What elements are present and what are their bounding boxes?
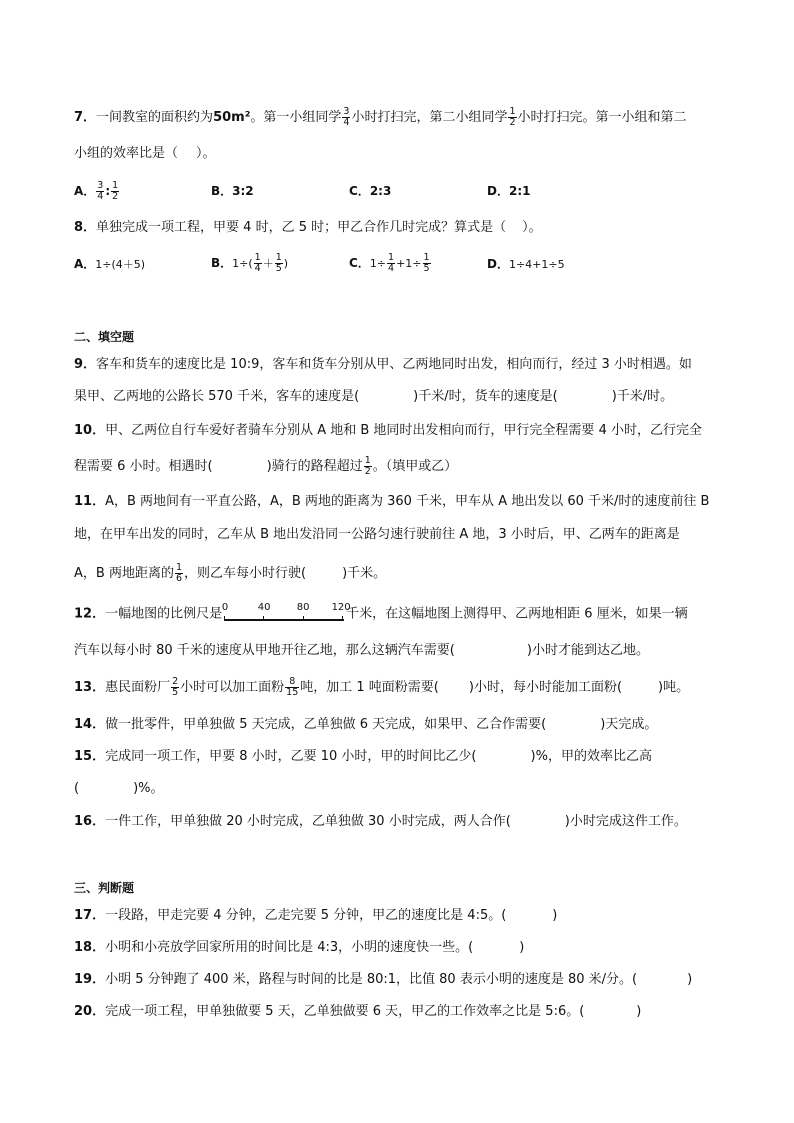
question-number: 8． [74,220,97,235]
option-b[interactable]: B．1÷( $\frac{1}{4}$ ＋ $\frac{1}{5}$ ) [211,252,289,274]
map-scale-bar [221,602,351,624]
question-8: 8．单独完成一项工程，甲要 4 时，乙 5 时；甲乙合作几时完成？算式是（ ）。 [74,220,542,235]
question-12-line-2: 汽车以每小时 80 千米的速度从甲地开往乙地，那么这辆汽车需要( )小时才能到达乙地。 [74,643,649,658]
question-19: 19．小明 5 分钟跑了 400 米，路程与时间的比是 80:1，比值 80 表示小明的速度是 80 米/分。( ) [74,972,693,987]
question-number: 13． [74,680,106,695]
question-17: 17．一段路，甲走完要 4 分钟，乙走完要 5 分钟，甲乙的速度比是 4:5。( ) [74,908,558,923]
question-12-line-1: 12．一幅地图的比例尺是 0 40 80 120 千米，在这幅地图上测得甲、乙两地相距 6 厘米，如果一辆 [74,604,688,624]
fraction: $\frac{8}{15}$ [286,676,299,698]
question-7-line-2: 小组的效率比是（ ）。 [74,146,216,161]
question-number: 14． [74,717,106,732]
question-7-line-1: 7．一间教室的面积约为50m²。第一小组同学 $\frac{3}{4}$ 小时打扫完，第二小组同学 $\frac{1}{2}$ 小时打扫完。第一小组和第二 [74,106,687,128]
fraction: $\frac{1}{2}$ [509,106,516,128]
fraction: $\frac{1}{4}$ [388,252,395,274]
question-9-line-2: 果甲、乙两地的公路长 570 千米，客车的速度是( )千米/时，货车的速度是( )千米/时。 [74,389,674,404]
scale-label: 120 [331,602,351,613]
question-number: 20． [74,1004,106,1019]
question-9-line-1: 9．客车和货车的速度比是 10:9，客车和货车分别从甲、乙两地同时出发，相向而行，经过 3 小时相遇。如 [74,357,692,372]
question-20: 20．完成一项工程，甲单独做要 5 天，乙单独做要 6 天，甲乙的工作效率之比是 5:6。( ) [74,1004,642,1019]
question-14: 14．做一批零件，甲单独做 5 天完成，乙单独做 6 天完成，如果甲、乙合作需要( )天完成。 [74,717,658,732]
fraction: $\frac{1}{4}$ [254,252,261,274]
fraction: $\frac{1}{5}$ [423,252,430,274]
question-16: 16．一件工作，甲单独做 20 小时完成，乙单独做 30 小时完成，两人合作( )小时完成这件工作。 [74,814,687,829]
option-c[interactable]: C．1÷ $\frac{1}{4}$ +1÷ $\frac{1}{5}$ [349,252,430,274]
scale-label: 0 [221,602,229,613]
scale-label: 80 [296,602,310,613]
scale-label: 40 [257,602,271,613]
option-a[interactable]: A． $\frac{3}{4}$ : $\frac{1}{2}$ [74,180,119,202]
question-number: 9． [74,357,97,372]
question-18: 18．小明和小亮放学回家所用的时间比是 4:3，小明的速度快一些。( ) [74,940,525,955]
question-11-line-2: 地，在甲车出发的同时，乙车从 B 地出发沿同一公路匀速行驶前往 A 地，3 小时后，甲、乙两车的距离是 [74,527,680,542]
option-d[interactable]: D．1÷4+1÷5 [487,257,565,271]
option-d[interactable]: D．2:1 [487,184,531,198]
fraction: $\frac{1}{2}$ [112,180,119,202]
fraction: $\frac{1}{2}$ [364,455,371,477]
question-number: 18． [74,940,106,955]
fraction: $\frac{1}{5}$ [275,252,282,274]
section-heading: 三、判断题 [74,881,135,895]
fraction: $\frac{2}{5}$ [172,676,179,698]
option-c[interactable]: C．2:3 [349,184,392,198]
question-number: 17． [74,908,106,923]
question-15-line-2: ( )%。 [74,781,164,796]
option-a[interactable]: A．1÷(4＋5) [74,257,146,271]
question-10-line-1: 10．甲、乙两位自行车爱好者骑车分别从 A 地和 B 地同时出发相向而行，甲行完全程需要 4 小时，乙行完全 [74,423,702,438]
question-15-line-1: 15．完成同一项工作，甲要 8 小时，乙要 10 小时，甲的时间比乙少( )%，甲的效率比乙高 [74,749,652,764]
fraction: $\frac{3}{4}$ [343,106,350,128]
question-11-line-1: 11．A，B 两地间有一平直公路，A，B 两地的距离为 360 千米，甲车从 A 地出发以 60 千米/时的速度前往 B [74,494,710,509]
section-heading: 二、填空题 [74,330,135,344]
question-13: 13．惠民面粉厂 $\frac{2}{5}$ 小时可以加工面粉 $\frac{8}{15}$ 吨，加工 1 吨面粉需要( )小时，每小时能加工面粉( )吨。 [74,676,690,698]
question-number: 11． [74,494,106,509]
fraction: $\frac{1}{6}$ [175,562,182,584]
question-number: 15． [74,749,106,764]
fraction: $\frac{3}{4}$ [97,180,104,202]
question-11-line-3: A，B 两地距离的 $\frac{1}{6}$ ，则乙车每小时行驶( )千米。 [74,562,387,584]
question-number: 7． [74,110,97,125]
question-number: 16． [74,814,106,829]
question-number: 12． [74,606,106,622]
option-b[interactable]: B．3:2 [211,184,254,198]
question-10-line-2: 程需要 6 小时。相遇时( )骑行的路程超过 $\frac{1}{2}$ 。（填甲或乙） [74,455,458,477]
question-number: 19． [74,972,106,987]
question-number: 10． [74,423,106,438]
